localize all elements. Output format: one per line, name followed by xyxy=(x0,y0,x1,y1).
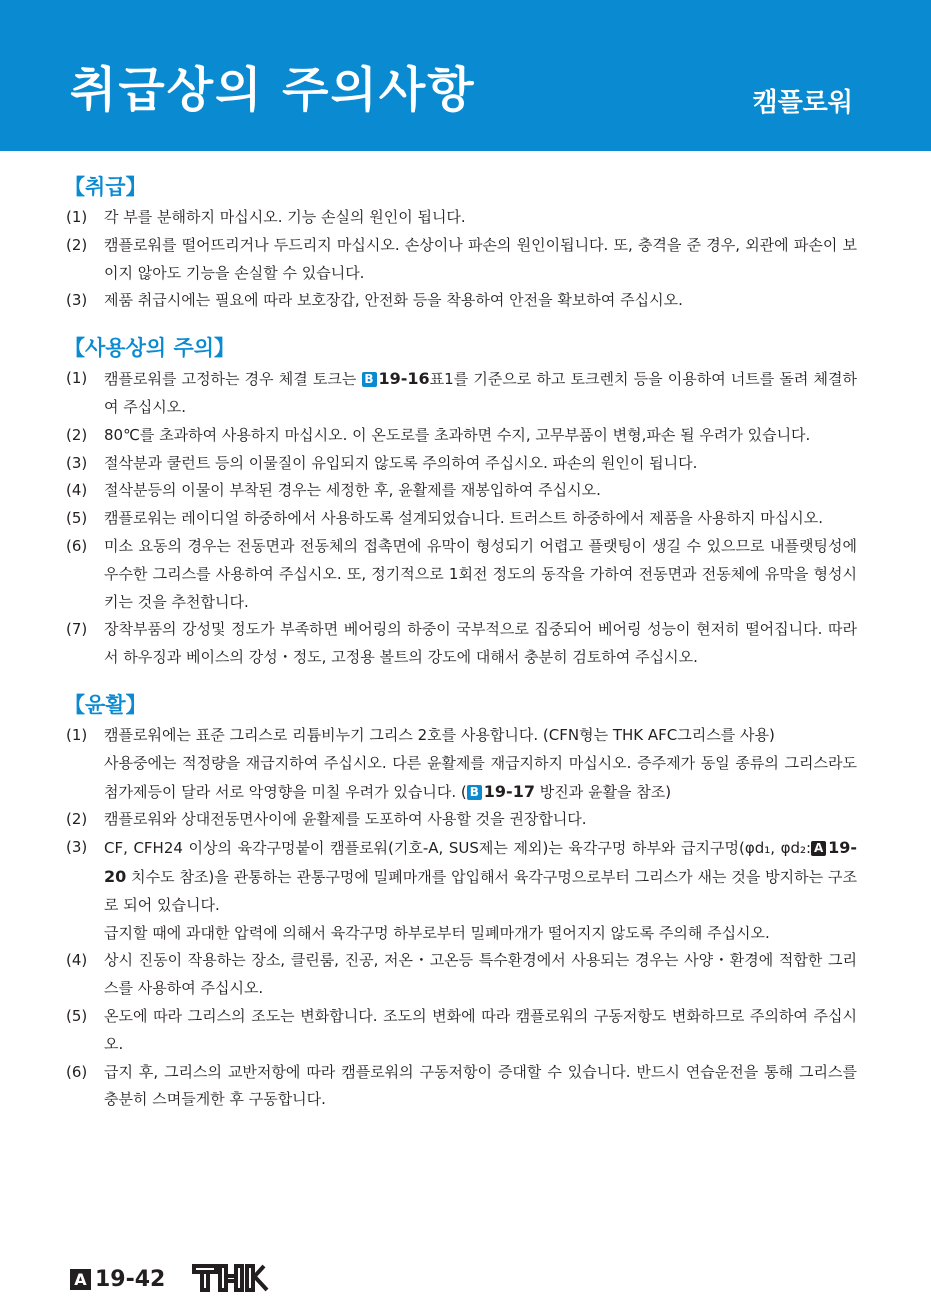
page-reference-link[interactable]: 19-20 xyxy=(104,838,857,886)
item-text: 절삭분과 쿨런트 등의 이물질이 유입되지 않도록 주의하여 주십시오. 파손의 원인이 됩니다. xyxy=(104,453,698,472)
section-title-usage: 【사용상의 주의】 xyxy=(64,336,236,361)
list-item xyxy=(64,505,857,533)
item-text-part: CF, CFH24 이상의 육각구멍붙이 캠플로워(기호-A, SUS제는 제외)는 육각구멍 하부와 급지구멍(φd₁, φd₂: xyxy=(104,839,812,858)
item-number: (1) xyxy=(66,369,88,388)
section-b-badge: B xyxy=(362,372,377,387)
item-number: (2) xyxy=(66,810,88,829)
item-number: (3) xyxy=(66,838,88,857)
item-number: (6) xyxy=(66,536,88,555)
item-number: (3) xyxy=(66,291,88,310)
item-text-part: 치수도 참조)을 관통하는 관통구멍에 밀폐마개를 압입해서 육각구멍으로부터 그리스가 새는 것을 방지하는 구조로 되어 있습니다. xyxy=(104,867,857,914)
item-number: (1) xyxy=(66,208,88,226)
item-text xyxy=(104,834,857,919)
section-a-badge: A xyxy=(811,841,826,856)
list-item xyxy=(64,722,857,806)
item-number: (4) xyxy=(66,481,88,500)
list-item xyxy=(64,287,857,315)
list-item xyxy=(64,1003,857,1059)
item-text xyxy=(104,365,857,422)
list-item xyxy=(64,616,857,672)
item-text: 캠플로워를 떨어뜨리거나 두드리지 마십시오. 손상이나 파손의 원인이됩니다. 또, 충격을 준 경우, 외관에 파손이 보이지 않아도 기능을 손실할 수 있습니다. xyxy=(104,235,857,282)
item-number: (2) xyxy=(66,235,88,254)
item-text: 미소 요동의 경우는 전동면과 전동체의 접촉면에 유막이 형성되기 어렵고 플랫팅이 생길 수 있으므로 내플랫팅성에 우수한 그리스를 사용하여 주십시오. 또, 정기적으로 1회전 정도의 동작을 가하여 전동면과 전동체에 유막을 형성시키는 것을 추천합니다. xyxy=(104,536,857,611)
list-item xyxy=(64,533,857,616)
section-title-lubrication: 【윤활】 xyxy=(64,692,147,717)
item-number: (1) xyxy=(66,725,88,744)
header-banner xyxy=(0,0,931,151)
product-category: 캠플로워 xyxy=(752,88,853,118)
item-number: (3) xyxy=(66,453,88,472)
item-number: (7) xyxy=(66,620,88,639)
item-text: 제품 취급시에는 필요에 따라 보호장갑, 안전화 등을 착용하여 안전을 확보하여 주십시오. xyxy=(104,291,683,310)
item-text-part: 표1를 기준으로 하고 토크렌치 등을 이용하여 너트를 돌려 체결하여 주십시오. xyxy=(104,370,857,416)
list-item xyxy=(64,1059,857,1115)
list-item xyxy=(64,204,857,232)
item-text: 절삭분등의 이물이 부착된 경우는 세정한 후, 윤활제를 재봉입하여 주십시오. xyxy=(104,481,601,500)
thk-logo xyxy=(192,1264,270,1292)
list-item xyxy=(64,422,857,450)
item-number: (4) xyxy=(66,951,88,970)
item-number: (5) xyxy=(66,509,88,528)
page-reference-link[interactable]: 19-17 xyxy=(483,781,535,801)
section-a-badge: A xyxy=(70,1269,91,1290)
item-number: (2) xyxy=(66,425,88,444)
list-item xyxy=(64,834,857,947)
item-number: (6) xyxy=(66,1062,88,1081)
list-item xyxy=(64,232,857,288)
item-text-part: 사용중에는 적정량을 재급지하여 주십시오. 다른 윤활제를 재급지하지 마십시오. 증주제가 동일 종류의 그리스라도 첨가제등이 달라 서로 악영향을 미칠 우려가 있습니다. ( xyxy=(104,753,857,801)
item-text: 상시 진동이 작용하는 장소, 클린룸, 진공, 저온・고온등 특수환경에서 사용되는 경우는 사양・환경에 적합한 그리스를 사용하여 주십시오. xyxy=(104,951,857,998)
item-text: 80℃를 초과하여 사용하지 마십시오. 이 온도로를 초과하면 수지, 고무부품이 변형,파손 될 우려가 있습니다. xyxy=(104,425,811,444)
page-title: 취급상의 주의사항 xyxy=(70,62,476,118)
page-number xyxy=(70,1267,165,1292)
item-text: 급지 후, 그리스의 교반저항에 따라 캠플로워의 구동저항이 증대할 수 있습니다. 반드시 연습운전을 통해 그리스를 충분히 스며들게한 후 구동합니다. xyxy=(104,1062,857,1109)
list-item xyxy=(64,477,857,505)
list-item xyxy=(64,365,857,422)
item-text xyxy=(104,750,857,807)
item-text-part: 캠플로워를 고정하는 경우 체결 토크는 xyxy=(104,370,362,389)
list-item xyxy=(64,806,857,834)
page-reference-link[interactable]: 19-16 xyxy=(378,369,430,389)
item-text: 온도에 따라 그리스의 조도는 변화합니다. 조도의 변화에 따라 캠플로워의 구동저항도 변화하므로 주의하여 주십시오. xyxy=(104,1006,857,1053)
item-text: 각 부를 분해하지 마십시오. 기능 손실의 원인이 됩니다. xyxy=(104,208,466,226)
item-text: 급지할 때에 과대한 압력에 의해서 육각구멍 하부로부터 밀폐마개가 떨어지지 않도록 주의해 주십시오. xyxy=(104,923,770,942)
item-text: 캠플로워는 레이디얼 하중하에서 사용하도록 설계되었습니다. 트러스트 하중하에서 제품을 사용하지 마십시오. xyxy=(104,509,823,528)
section-b-badge: B xyxy=(467,785,482,800)
list-item xyxy=(64,450,857,478)
item-text-part: 방진과 윤활을 참조) xyxy=(539,782,672,801)
item-text: 캠플로워와 상대전동면사이에 윤활제를 도포하여 사용할 것을 권장합니다. xyxy=(104,810,587,829)
list-item xyxy=(64,947,857,1003)
item-text: 캠플로워에는 표준 그리스로 리튬비누기 그리스 2호를 사용합니다. (CFN형는 THK AFC그리스를 사용) xyxy=(104,725,775,744)
section-title-handling: 【취급】 xyxy=(64,175,147,199)
item-number: (5) xyxy=(66,1006,88,1025)
item-text: 장착부품의 강성및 정도가 부족하면 베어링의 하중이 국부적으로 집중되어 베어링 성능이 현저히 떨어집니다. 따라서 하우징과 베이스의 강성・정도, 고정용 볼트의 강도에 대해서 충분히 검토하여 주십시오. xyxy=(104,620,857,667)
page-number-text: 19-42 xyxy=(95,1267,166,1292)
main-content xyxy=(64,172,857,1114)
